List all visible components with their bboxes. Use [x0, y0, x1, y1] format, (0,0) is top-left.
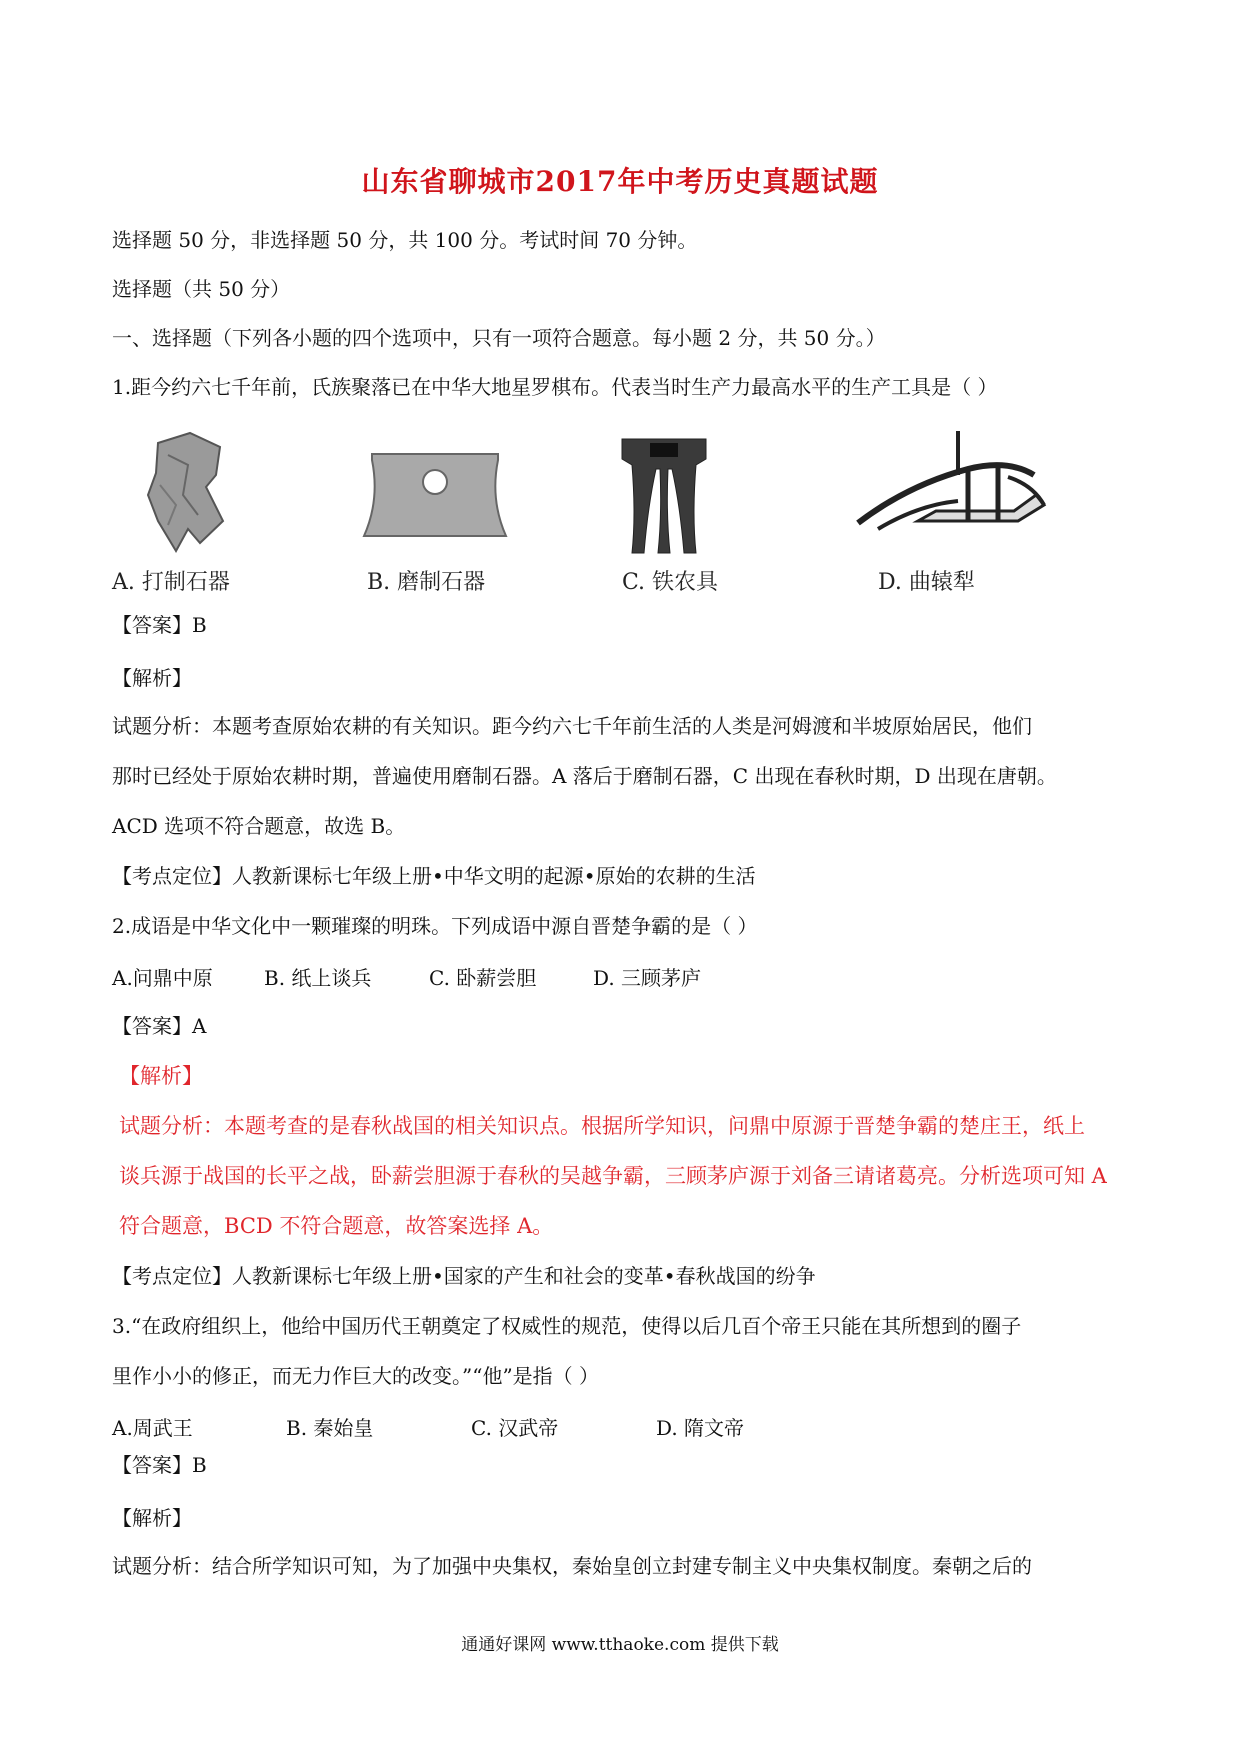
option-b-caption: B. 磨制石器 [367, 570, 486, 595]
section-heading: 选择题（共 50 分） [112, 277, 291, 301]
question-3-analysis-heading: 【解析】 [112, 1506, 192, 1530]
question-1-analysis-line: 试题分析：本题考查原始农耕的有关知识。距今约六七千年前生活的人类是河姆渡和半坡原始居民，他们 [112, 714, 1032, 738]
part-heading: 一、选择题（下列各小题的四个选项中，只有一项符合题意。每小题 2 分，共 50 分。） [112, 326, 886, 350]
question-2-analysis-line: 试题分析：本题考查的是春秋战国的相关知识点。根据所学知识，问鼎中原源于晋楚争霸的楚庄王，纸上 [119, 1114, 1085, 1138]
question-2-analysis-line: 谈兵源于战国的长平之战，卧薪尝胆源于春秋的吴越争霸，三顾茅庐源于刘备三请诸葛亮。分析选项可知 A [119, 1164, 1107, 1188]
question-2-analysis-line: 符合题意，BCD 不符合题意，故答案选择 A。 [119, 1214, 554, 1238]
option-b: B. 秦始皇 [286, 1416, 374, 1440]
option-a: A.问鼎中原 [112, 966, 213, 990]
question-1-answer: 【答案】B [112, 613, 207, 637]
question-2-options [112, 962, 701, 991]
page-footer: 通通好课网 www.tthaoke.com 提供下载 [461, 1635, 779, 1655]
option-d: D. 三顾茅庐 [593, 966, 702, 990]
question-3-answer: 【答案】B [112, 1453, 207, 1477]
option-c: C. 卧薪尝胆 [429, 966, 537, 990]
question-1-analysis-heading: 【解析】 [112, 666, 192, 690]
question-2-analysis-heading: 【解析】 [119, 1064, 203, 1088]
question-2-answer: 【答案】A [112, 1014, 207, 1038]
option-c-caption: C. 铁农具 [622, 570, 719, 595]
question-3-analysis-line: 试题分析：结合所学知识可知，为了加强中央集权，秦始皇创立封建专制主义中央集权制度。秦朝之后的 [112, 1554, 1032, 1578]
option-a-caption: A. 打制石器 [112, 570, 230, 595]
page-title: 山东省聊城市2017年中考历史真题试题 [361, 165, 879, 198]
question-1-analysis-line: 那时已经处于原始农耕时期，普遍使用磨制石器。A 落后于磨制石器，C 出现在春秋时期，D 出现在唐朝。 [112, 764, 1057, 788]
question-2-stem: 2.成语是中华文化中一颗璀璨的明珠。下列成语中源自晋楚争霸的是（ ） [112, 914, 758, 938]
option-d-caption: D. 曲辕犁 [878, 570, 975, 595]
question-1-stem: 1.距今约六七千年前，氏族聚落已在中华大地星罗棋布。代表当时生产力最高水平的生产工具是（ ） [112, 375, 998, 399]
exam-intro: 选择题 50 分，非选择题 50 分，共 100 分。考试时间 70 分钟。 [112, 228, 698, 252]
question-3-stem-line: 里作小小的修正，而无力作巨大的改变。”“他”是指（ ） [112, 1364, 600, 1388]
option-d: D. 隋文帝 [656, 1416, 745, 1440]
question-2-knowledge-point: 【考点定位】人教新课标七年级上册•国家的产生和社会的变革•春秋战国的纷争 [112, 1264, 816, 1288]
question-3-options [112, 1412, 744, 1441]
question-1-knowledge-point: 【考点定位】人教新课标七年级上册•中华文明的起源•原始的农耕的生活 [112, 864, 756, 888]
question-3-stem-line: 3.“在政府组织上，他给中国历代王朝奠定了权威性的规范，使得以后几百个帝王只能在其所想到的圈子 [112, 1314, 1022, 1338]
option-b: B. 纸上谈兵 [264, 966, 372, 990]
option-c: C. 汉武帝 [471, 1416, 559, 1440]
option-a: A.周武王 [112, 1416, 193, 1440]
question-1-analysis-line: ACD 选项不符合题意，故选 B。 [112, 814, 406, 838]
